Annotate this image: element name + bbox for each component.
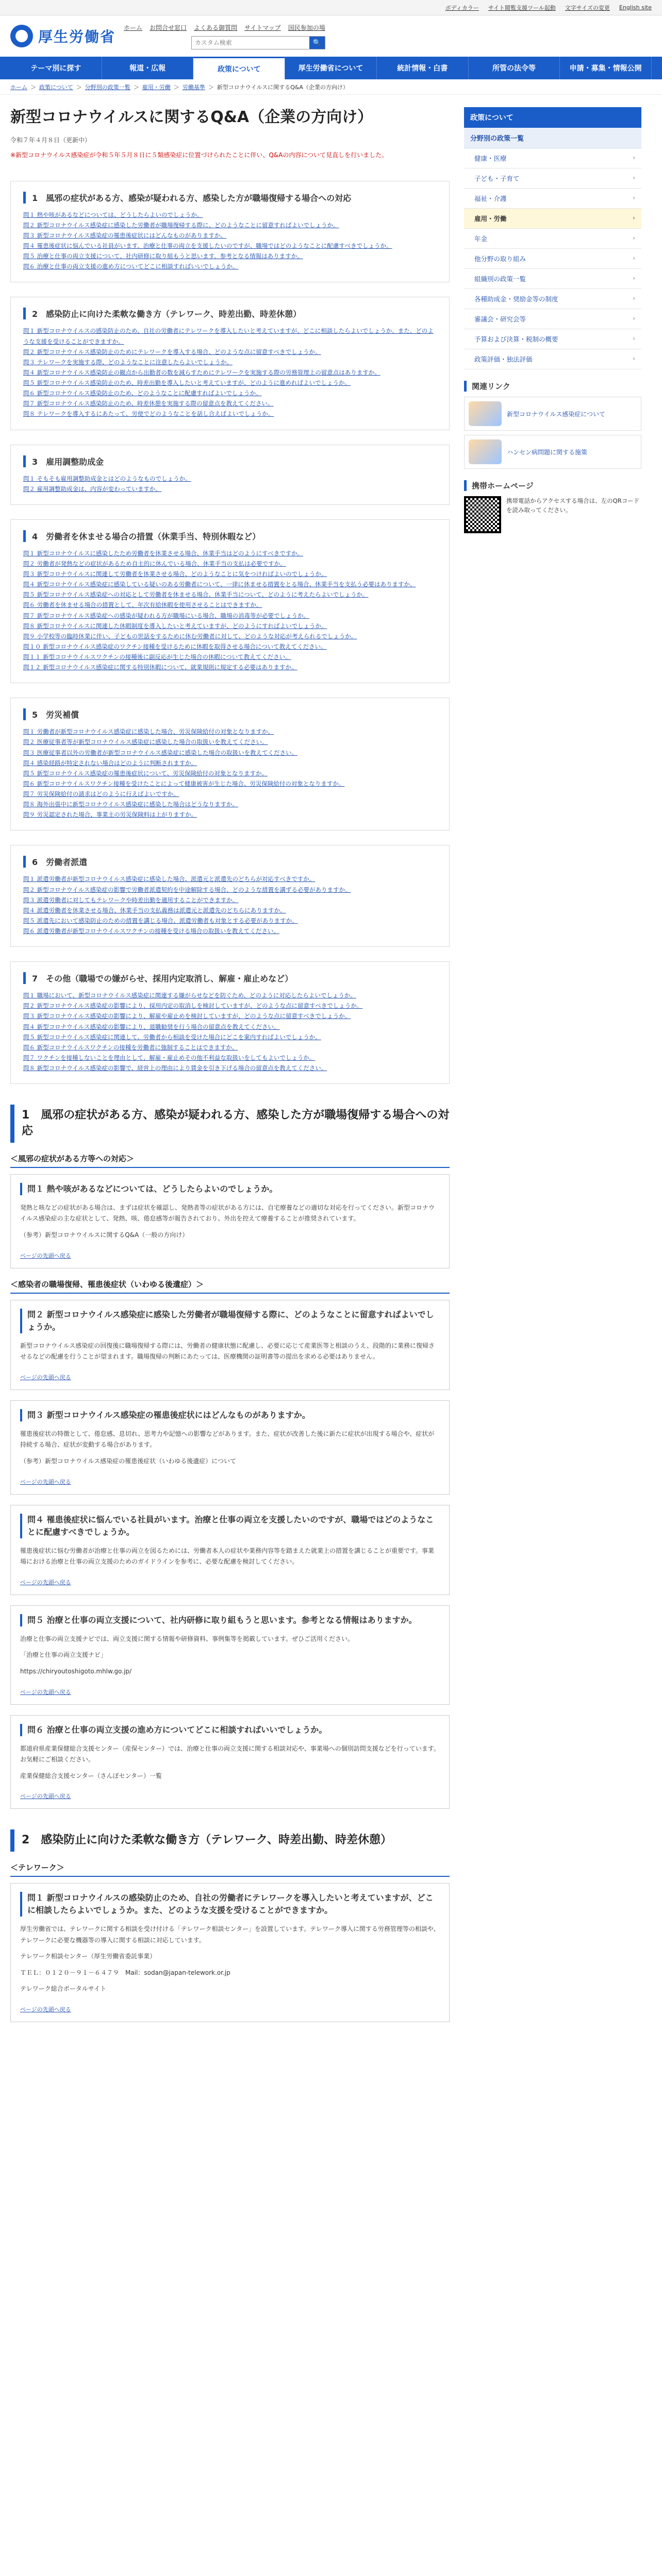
breadcrumb-employment[interactable]: 雇用・労働 — [142, 83, 171, 91]
qa-subheading: ＜テレワーク＞ — [10, 1862, 450, 1877]
qa-question: 問２ 新型コロナウイルス感染症に感染した労働者が職場復帰する際に、どのようなことに留意すればよいでしょうか。 — [20, 1309, 440, 1333]
sidebar-item[interactable] — [464, 148, 641, 168]
banner-hansen[interactable] — [464, 435, 641, 469]
qa-answer-paragraph: 罹患後症状に悩む労働者が治療と仕事の両立を図るためには、労働者本人の症状や業務内容等を踏まえた就業上の措置を講じることが重要です。事業場における治療と仕事の両立支援のためのガイドラインを参考に、必要な配慮を検討してください。 — [20, 1547, 435, 1566]
qa-answer-paragraph: 厚生労働省では、テレワークに関する相談を受け付ける「テレワーク相談センター」を設置しています。テレワーク導入に関する労務管理等の相談や、テレワークに必要な機器等の導入に関する相談に対応しています。 — [20, 1925, 440, 1944]
toc-question-link[interactable]: 問１ 新型コロナウイルスの感染防止のため、自社の労働者にテレワークを導入したいと考えていますが、どこに相談したらよいでしょうか。また、どのような支援を受けることができますか。 — [23, 327, 434, 345]
sidebar-item[interactable] — [464, 349, 641, 369]
toc-container — [10, 181, 450, 1084]
toc-list — [23, 874, 437, 936]
header-right — [124, 23, 325, 49]
toc-question-link[interactable]: 問１ そもそも雇用調整助成金とはどのようなものでしょうか。 — [23, 474, 191, 482]
back-to-top-link[interactable]: ページの先頭へ戻る — [20, 1478, 71, 1485]
back-to-top-link[interactable]: ページの先頭へ戻る — [20, 2006, 71, 2013]
toc-question-link[interactable]: 問６ 労働者を休ませる場合の措置として、年次有給休暇を使用させることはできますか。 — [23, 601, 262, 609]
util-font-size[interactable]: 文字サイズの変更 — [565, 4, 610, 11]
toc-question-link[interactable]: 問３ 新型コロナウイルス感染症の罹患後症状にはどんなものがありますか。 — [23, 231, 226, 239]
sidebar-item-label: 子ども・子育て — [474, 175, 520, 182]
chevron-right-icon: › — [633, 154, 635, 161]
chevron-right-icon: › — [633, 194, 635, 201]
nav-statistics[interactable]: 統計情報・白書 — [377, 57, 469, 79]
sidebar-item-label: 予算および決算・税制の概要 — [474, 335, 558, 343]
search-box — [191, 36, 325, 49]
toc-list — [23, 473, 437, 494]
mobile-box — [464, 496, 641, 533]
toc-section — [10, 519, 450, 684]
qa-answer-paragraph: 罹患後症状の特徴として、倦怠感、息切れ、思考力や記憶への影響などがあります。また、症状が改善した後に新たに症状が出現する場合や、症状が持続する場合、症状が変動する場合があります。 — [20, 1430, 435, 1449]
toc-question-link[interactable]: 問７ 労災保険給付の請求はどのように行えばよいですか。 — [23, 790, 179, 798]
toc-question-link[interactable]: 問６ 新型コロナウイルスワクチンの接種を労働者に強制することはできますか。 — [23, 1043, 238, 1051]
qa-block — [10, 1300, 450, 1390]
toc-section-heading: 3 雇用調整助成金 — [23, 455, 437, 467]
nav-theme[interactable]: テーマ別に探す — [10, 57, 102, 79]
chevron-right-icon: › — [633, 234, 635, 242]
sidebar-item-label: 他分野の取り組み — [474, 255, 526, 263]
qa-section — [10, 1829, 450, 2022]
nav-press[interactable]: 報道・広報 — [102, 57, 194, 79]
chevron-right-icon: › — [633, 174, 635, 181]
chevron-right-icon: › — [632, 214, 635, 222]
breadcrumb-sep-icon: ＞ — [173, 83, 179, 91]
back-to-top-link[interactable]: ページの先頭へ戻る — [20, 1374, 71, 1381]
sidebar-item[interactable] — [464, 209, 641, 229]
toc-question-link[interactable]: 問１ 新型コロナウイルスに感染したため労働者を休業させる場合、休業手当はどのようにすべきですか。 — [23, 549, 304, 557]
toc-question-link[interactable]: 問４ 罹患後症状に悩んでいる社員がいます。治療と仕事の両立を支援したいのですが、職場ではどのようなことに配慮すべきでしょうか。 — [23, 242, 392, 250]
sidebar-item-label: 福祉・介護 — [474, 195, 507, 202]
toc-question-link[interactable]: 問５ 新型コロナウイルス感染防止のため、時差出勤を導入したいと考えていますが、どのように進めればよいでしょうか。 — [23, 379, 351, 387]
qa-answer-paragraph: （参考）新型コロナウイルスに関するQ&A（一般の方向け） — [20, 1231, 189, 1239]
global-nav — [0, 57, 662, 79]
chevron-right-icon: › — [633, 354, 635, 362]
toc-question-link[interactable]: 問６ 新型コロナウイルス感染防止のため、どのようなことに配慮すればよいでしょうか。 — [23, 389, 262, 397]
toc-question-link[interactable]: 問３ テレワークを実施する際、どのようなことに注意したらよいでしょうか。 — [23, 358, 233, 366]
toc-question-link[interactable]: 問２ 医療従事者等が新型コロナウイルス感染症に感染した場合の取扱いを教えてください。 — [23, 738, 268, 746]
sidebar-item-label: 年金 — [474, 235, 488, 243]
toc-section-heading: 7 その他（職場での嫌がらせ、採用内定取消し、解雇・雇止めなど） — [23, 972, 437, 984]
util-english-site[interactable]: English site — [619, 4, 652, 11]
qa-answer-paragraph: 治療と仕事の両立支援ナビでは、両立支援に関する情報や研修資料、事例集等を掲載しています。ぜひご活用ください。 — [20, 1635, 354, 1642]
toc-section — [10, 297, 450, 430]
qa-block — [10, 1505, 450, 1595]
toc-question-link[interactable]: 問１１ 新型コロナウイルスワクチンの接種後に副反応が生じた場合の休暇について教えてください。 — [23, 653, 291, 661]
qa-answer-paragraph: 産業保健総合支援センター（さんぽセンター）一覧 — [20, 1772, 162, 1780]
mhlw-logo-icon — [10, 25, 33, 47]
qa-question: 問５ 治療と仕事の両立支援について、社内研修に取り組もうと思います。参考となる情報はありますか。 — [20, 1614, 440, 1626]
sidebar-items — [464, 148, 641, 369]
toc-question-link[interactable]: 問５ 派遣先において感染防止のための措置を講じる場合、派遣労働者も対象とする必要がありますか。 — [23, 917, 298, 924]
qa-block — [10, 1400, 450, 1495]
toc-question-link[interactable]: 問７ 新型コロナウイルス感染症への感染が疑われる方が職場にいる場合、職場の消毒等が必要でしょうか。 — [23, 612, 309, 619]
related-links — [464, 381, 641, 469]
mobile-text: 携帯電話からアクセスする場合は、左のQRコードを読み取ってください。 — [506, 497, 640, 514]
banner-covid[interactable] — [464, 397, 641, 431]
toc-question-link[interactable]: 問２ 新型コロナウイルス感染防止のためにテレワークを導入する場合、どのような点に留意すべきでしょうか。 — [23, 348, 321, 355]
sidebar-item[interactable] — [464, 269, 641, 289]
sidebar-item[interactable] — [464, 249, 641, 269]
toc-question-link[interactable]: 問２ 新型コロナウイルス感染症に感染した労働者が職場復帰する際に、どのようなことに留意すればよいでしょうか。 — [23, 221, 339, 229]
toc-question-link[interactable]: 問４ 感染経路が特定されない場合はどのように判断されますか。 — [23, 759, 197, 767]
nav-about[interactable]: 厚生労働省について — [285, 57, 377, 79]
page-date: 令和７年４月８日（更新中） — [10, 136, 91, 144]
toc-section-heading: 5 労災補償 — [23, 708, 437, 720]
toc-section — [10, 845, 450, 947]
utility-bar — [0, 0, 662, 15]
toc-question-link[interactable]: 問８ 新型コロナウイルス感染症の影響で、経営上の理由により賃金を引き下げる場合の留意点を教えてください。 — [23, 1064, 327, 1072]
search-button[interactable]: 🔍 — [309, 37, 325, 49]
toc-section-heading: 1 風邪の症状がある方、感染が疑われる方、感染した方が職場復帰する場合への対応 — [23, 192, 437, 204]
sidebar-subheader[interactable]: 分野別の政策一覧 — [464, 128, 641, 148]
nav-laws[interactable]: 所管の法令等 — [469, 57, 560, 79]
toc-section-heading: 6 労働者派遣 — [23, 856, 437, 868]
sidebar-item-label: 雇用・労働 — [474, 215, 507, 223]
qa-question: 問４ 罹患後症状に悩んでいる社員がいます。治療と仕事の両立を支援したいのですが、職場ではどのようなことに配慮すべきでしょうか。 — [20, 1514, 440, 1538]
page-title: 新型コロナウイルスに関するQ&A（企業の方向け） — [10, 108, 373, 126]
qa-section — [10, 1105, 450, 1809]
mobile-homepage-heading: 携帯ホームページ — [464, 480, 641, 491]
qa-answer-paragraph: テレワーク相談センター（厚生労働省委託事業） — [20, 1953, 156, 1960]
nav-applications[interactable]: 申請・募集・情報公開 — [560, 57, 652, 79]
toc-question-link[interactable]: 問３ 医療従事者以外の労働者が新型コロナウイルス感染症に感染した場合の取扱いを教えてください。 — [23, 749, 297, 756]
toc-question-link[interactable]: 問６ 新型コロナウイルスワクチン接種を受けたことによって健康被害が生じた場合、労災保険給付の対象となりますか。 — [23, 779, 345, 787]
toc-question-link[interactable]: 問３ 新型コロナウイルスに関連して労働者を休業させる場合、どのようなことに気をつければよいのでしょうか。 — [23, 570, 327, 578]
sidebar-item-label: 審議会・研究会等 — [474, 315, 526, 323]
banner-hansen-label: ハンセン病問題に関する施策 — [507, 448, 588, 456]
breadcrumb-current: 新型コロナウイルスに関するQ&A（企業の方向け） — [217, 83, 349, 91]
qr-code-icon — [464, 496, 501, 533]
toc-question-link[interactable]: 問４ 派遣労働者を休業させる場合、休業手当の支払義務は派遣元と派遣先のどちらにありますか。 — [23, 906, 286, 914]
toc-section — [10, 445, 450, 505]
toc-question-link[interactable]: 問６ 治療と仕事の両立支援の進め方についてどこに相談すればいいでしょうか。 — [23, 263, 239, 270]
toc-question-link[interactable]: 問８ 海外出張中に新型コロナウイルス感染症に感染した場合はどうなりますか。 — [23, 801, 238, 808]
qa-subheading: ＜風邪の症状がある方等への対応＞ — [10, 1153, 450, 1168]
toc-question-link[interactable]: 問３ 派遣労働者に対してもテレワークや時差出勤を適用することができますか。 — [23, 896, 239, 904]
site-logo-text: 厚生労働省 — [38, 28, 116, 45]
toc-question-link[interactable]: 問９ 労災認定された場合、事業主の労災保険料は上がりますか。 — [23, 811, 197, 819]
header-link-participation[interactable]: 国民参加の場 — [288, 24, 325, 31]
toc-question-link[interactable]: 問２ 新型コロナウイルス感染症の影響で労働者派遣契約を中途解除する場合、どのような措置を講ずる必要がありますか。 — [23, 886, 351, 893]
toc-question-link[interactable]: 問１０ 新型コロナウイルス感染症のワクチン接種を受けるために休暇を取得させる場合について教えてください。 — [23, 642, 327, 650]
toc-question-link[interactable]: 問８ 新型コロナウイルスに関連した休暇制度を導入したいと考えていますが、どのようにすればよいでしょうか。 — [23, 622, 327, 630]
sections-container — [10, 1105, 450, 2022]
sidebar-item[interactable] — [464, 289, 641, 309]
qa-question: 問３ 新型コロナウイルス感染症の罹患後症状にはどんなものがありますか。 — [20, 1409, 440, 1421]
toc-question-link[interactable]: 問２ 労働者が発熱などの症状があるため自主的に休んでいる場合、休業手当の支払は必要ですか。 — [23, 560, 286, 567]
toc-list — [23, 726, 437, 820]
qa-section-heading: 2 感染防止に向けた柔軟な働き方（テレワーク、時差出勤、時差休憩） — [10, 1829, 450, 1852]
qa-answer-paragraph: 都道府県産業保健総合支援センター（産保センター）では、治療と仕事の両立支援に関する相談対応や、事業場への個別訪問支援などを行っています。お気軽にご相談ください。 — [20, 1744, 440, 1764]
toc-question-link[interactable]: 問４ 新型コロナウイルス感染症に感染している疑いのある労働者について、一律に休ませる措置をとる場合、休業手当を支払う必要はありますか。 — [23, 581, 416, 588]
toc-section — [10, 698, 450, 831]
sidebar-item[interactable] — [464, 189, 641, 209]
qa-answer-paragraph: 新型コロナウイルス感染症の回復後に職場復帰する際には、労働者の健康状態に配慮し、必要に応じて産業医等と相談のうえ、段階的に業務に復帰させるなどの配慮を行うことが望まれます。職場復帰の判断にあたっては、医療機関の証明書等の提出を求める必要はありません。 — [20, 1342, 435, 1361]
qa-block — [10, 1174, 450, 1268]
page-layout — [0, 95, 662, 2032]
banner-hansen-illustration-icon — [469, 439, 502, 464]
toc-list — [23, 210, 437, 272]
toc-question-link[interactable]: 問４ 新型コロナウイルス感染症の影響により、退職勧奨を行う場合の留意点を教えてください。 — [23, 1023, 280, 1030]
header-link-home[interactable]: ホーム — [124, 24, 143, 31]
qa-block — [10, 1883, 450, 2022]
util-accessibility-tool[interactable]: サイト閲覧支援ツール起動 — [488, 4, 556, 11]
breadcrumb-home[interactable]: ホーム — [10, 83, 27, 91]
toc-list — [23, 990, 437, 1073]
back-to-top-link[interactable]: ページの先頭へ戻る — [20, 1579, 71, 1586]
qa-answer-paragraph: 発熱と咳などの症状がある場合は、まずは症状を確認し、発熱者等の症状がある方には、自宅療養などの適切な対応を行ってください。新型コロナウイルス感染症の主な症状として、発熱、咳、倦怠感等が報告されており、外出を控えて療養することが推奨されています。 — [20, 1204, 435, 1223]
toc-question-link[interactable]: 問９ 小学校等の臨時休業に伴い、子どもの世話をするために休む労働者に対して、どのような対応が考えられるでしょうか。 — [23, 632, 357, 640]
sidebar-item-label: 健康・医療 — [474, 155, 507, 162]
toc-question-link[interactable]: 問２ 新型コロナウイルス感染症の影響により、採用内定の取消しを検討していますが、どのような点に留意すべきでしょうか。 — [23, 1002, 363, 1010]
chevron-right-icon: › — [633, 334, 635, 342]
toc-question-link[interactable]: 問６ 派遣労働者が新型コロナウイルスワクチンの接種を受ける場合の取扱いを教えてください。 — [23, 927, 279, 935]
sidebar-header: 政策について — [464, 107, 641, 128]
util-body-color[interactable]: ボディカラー — [445, 4, 479, 11]
breadcrumb-field[interactable]: 分野別の政策一覧 — [85, 83, 130, 91]
toc-question-link[interactable]: 問１２ 新型コロナウイルス感染症に関する特別休暇について、就業規則に規定する必要はありますか。 — [23, 664, 297, 671]
toc-list — [23, 326, 437, 419]
breadcrumb-policy[interactable]: 政策について — [39, 83, 73, 91]
sidebar-item[interactable] — [464, 229, 641, 249]
toc-question-link[interactable]: 問１ 職場において、新型コロナウイルス感染症に関連する嫌がらせなどを防ぐため、どのように対応したらよいでしょうか。 — [23, 992, 356, 999]
breadcrumb-sep-icon: ＞ — [133, 83, 139, 91]
toc-question-link[interactable]: 問５ 新型コロナウイルス感染症に関連して、労働者から相談を受けた場合にどこを案内すればよいでしょうか。 — [23, 1033, 321, 1041]
chevron-right-icon: › — [633, 254, 635, 262]
qa-answer-paragraph: ＴＥＬ：０１２０－９１－６４７９ Mail：sodan@japan-telework.or.jp — [20, 1969, 230, 1976]
sidebar-item-label: 政策評価・独法評価 — [474, 355, 533, 363]
toc-section-heading: 2 感染防止に向けた柔軟な働き方（テレワーク、時差出勤、時差休憩） — [23, 308, 437, 319]
nav-policy[interactable]: 政策について — [193, 57, 285, 79]
back-to-top-link[interactable]: ページの先頭へ戻る — [20, 1793, 71, 1800]
main-content — [10, 107, 450, 2032]
chevron-right-icon: › — [633, 274, 635, 282]
toc-question-link[interactable]: 問３ 新型コロナウイルス感染症の影響により、解雇や雇止めを検討していますが、どのような点に留意すべきでしょうか。 — [23, 1012, 351, 1020]
toc-section — [10, 181, 450, 283]
sidebar-item[interactable] — [464, 309, 641, 329]
toc-question-link[interactable]: 問７ ワクチンを接種しないことを理由として、解雇・雇止めその他不利益な取扱いをしてもよいでしょうか。 — [23, 1054, 316, 1061]
related-links-heading: 関連リンク — [464, 381, 641, 392]
breadcrumb-labor-standards[interactable]: 労働基準 — [182, 83, 205, 91]
toc-section — [10, 961, 450, 1084]
toc-question-link[interactable]: 問４ 新型コロナウイルス感染防止の観点から出勤者の数を減らすためにテレワークを実施する際の労務管理上の留意点はありますか。 — [23, 368, 380, 376]
breadcrumb-sep-icon: ＞ — [208, 83, 214, 91]
qa-question: 問６ 治療と仕事の両立支援の進め方についてどこに相談すればいいでしょうか。 — [20, 1724, 440, 1736]
toc-question-link[interactable]: 問７ 新型コロナウイルス感染防止のため、時差休憩を実施する際の留意点を教えてください。 — [23, 400, 274, 408]
qa-section-heading: 1 風邪の症状がある方、感染が疑われる方、感染した方が職場復帰する場合への対応 — [10, 1105, 450, 1143]
back-to-top-link[interactable]: ページの先頭へ戻る — [20, 1688, 71, 1696]
qa-question: 問１ 新型コロナウイルスの感染防止のため、自社の労働者にテレワークを導入したいと考えていますが、どこに相談したらよいでしょうか。また、どのような支援を受けることができますか。 — [20, 1892, 440, 1917]
toc-question-link[interactable]: 問５ 新型コロナウイルス感染症の罹患後症状について、労災保険給付の対象となりますか。 — [23, 769, 268, 777]
qa-answer-paragraph: https://chiryoutoshigoto.mhlw.go.jp/ — [20, 1667, 132, 1675]
sidebar-item[interactable] — [464, 168, 641, 189]
mobile-homepage — [464, 480, 641, 533]
page-notice: ※新型コロナウイルス感染症が令和５年５月８日に５類感染症に位置づけられたことに伴い、Q&Aの内容について見直しを行いました。 — [10, 151, 388, 159]
toc-question-link[interactable]: 問８ テレワークを導入するにあたって、労使でどのようなことを話し合えばよいでしょうか。 — [23, 410, 274, 418]
qa-question: 問１ 熱や咳があるなどについては、どうしたらよいのでしょうか。 — [20, 1183, 440, 1195]
toc-question-link[interactable]: 問１ 熱や咳があるなどについては、どうしたらよいのでしょうか。 — [23, 211, 203, 218]
toc-question-link[interactable]: 問１ 労働者が新型コロナウイルス感染症に感染した場合、労災保険給付の対象となりますか。 — [23, 728, 274, 736]
breadcrumb — [0, 79, 662, 95]
toc-section-heading: 4 労働者を休ませる場合の措置（休業手当、特別休暇など） — [23, 530, 437, 542]
toc-list — [23, 548, 437, 673]
sidebar-item[interactable] — [464, 329, 641, 349]
toc-question-link[interactable]: 問１ 派遣労働者が新型コロナウイルス感染症に感染した場合、派遣元と派遣先のどちらが対応すべきですか。 — [23, 875, 316, 883]
header-link-faq[interactable]: よくある御質問 — [194, 24, 238, 31]
qa-answer-paragraph: 「治療と仕事の両立支援ナビ」 — [20, 1651, 107, 1659]
qa-answer-paragraph: （参考）新型コロナウイルス感染症の罹患後症状（いわゆる後遺症）について — [20, 1457, 237, 1465]
toc-question-link[interactable]: 問２ 雇用調整助成金は、内容が変わっていますか。 — [23, 485, 162, 493]
chevron-right-icon: › — [633, 294, 635, 302]
toc-question-link[interactable]: 問５ 治療と仕事の両立支援について、社内研修に取り組もうと思います。参考となる情報はありますか。 — [23, 252, 303, 260]
qa-block — [10, 1605, 450, 1705]
header-link-sitemap[interactable]: サイトマップ — [244, 24, 281, 31]
header-links — [124, 23, 325, 32]
back-to-top-link[interactable]: ページの先頭へ戻る — [20, 1252, 71, 1259]
breadcrumb-sep-icon: ＞ — [30, 83, 36, 91]
site-header — [0, 15, 662, 57]
banner-covid-illustration-icon — [469, 401, 502, 426]
sidebar-item-label: 組織別の政策一覧 — [474, 275, 526, 283]
chevron-right-icon: › — [633, 314, 635, 322]
header-link-contact[interactable]: お問合せ窓口 — [150, 24, 187, 31]
search-input[interactable] — [192, 37, 309, 49]
breadcrumb-sep-icon: ＞ — [76, 83, 82, 91]
toc-question-link[interactable]: 問５ 新型コロナウイルス感染症への対応として労働者を休ませる場合、休業手当について、どのように考えたらよいでしょうか。 — [23, 591, 369, 599]
sidebar — [464, 107, 641, 2032]
banner-covid-label: 新型コロナウイルス感染症について — [507, 410, 606, 418]
qa-answer-paragraph: テレワーク総合ポータルサイト — [20, 1985, 106, 1993]
qa-subheading: ＜感染者の職場復帰、罹患後症状（いわゆる後遺症）＞ — [10, 1279, 450, 1294]
sidebar-item-label: 各種助成金・奨励金等の制度 — [474, 295, 558, 303]
site-logo[interactable] — [10, 25, 115, 47]
qa-block — [10, 1715, 450, 1809]
